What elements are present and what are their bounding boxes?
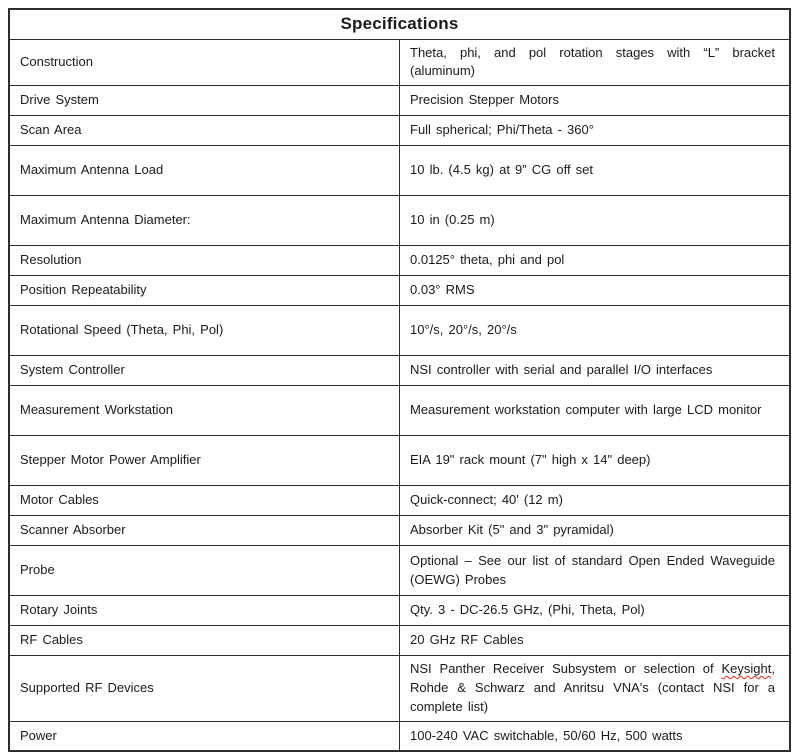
spec-label: Maximum Antenna Diameter: [9,196,400,246]
spec-row-motor-cables [9,486,790,516]
spec-value-text: , Rohde & Schwarz and Anritsu VNA's (contact NSI for a complete list) [410,661,775,714]
spec-label: Supported RF Devices [9,656,400,722]
spec-value: Precision Stepper Motors [400,86,791,116]
spec-value: Measurement workstation computer with large LCD monitor [400,386,791,436]
spec-value: Absorber Kit (5" and 3" pyramidal) [400,516,791,546]
spec-label: Measurement Workstation [9,386,400,436]
title-row [9,9,790,39]
spec-value: 10 in (0.25 m) [400,196,791,246]
spec-value: 0.0125° theta, phi and pol [400,246,791,276]
spec-label: Rotary Joints [9,596,400,626]
spec-value [400,656,791,722]
spec-value: 20 GHz RF Cables [400,626,791,656]
spec-value: 0.03° RMS [400,276,791,306]
spec-row-position-repeatability [9,276,790,306]
spec-label: Drive System [9,86,400,116]
spec-label: Stepper Motor Power Amplifier [9,436,400,486]
spec-label: Probe [9,546,400,596]
spec-value: 10°/s, 20°/s, 20°/s [400,306,791,356]
spec-row-power [9,721,790,751]
table-title: Specifications [9,9,790,39]
spec-label: RF Cables [9,626,400,656]
spec-value: Theta, phi, and pol rotation stages with “L” bracket (aluminum) [400,39,791,86]
spec-label: System Controller [9,356,400,386]
spec-value: Quick-connect; 40' (12 m) [400,486,791,516]
spec-label: Maximum Antenna Load [9,146,400,196]
spec-value: Optional – See our list of standard Open Ended Waveguide (OEWG) Probes [400,546,791,596]
spec-row-resolution [9,246,790,276]
spec-row-max-antenna-diameter [9,196,790,246]
spec-label: Construction [9,39,400,86]
spec-row-measurement-workstation [9,386,790,436]
spec-value-text: NSI Panther Receiver Subsystem or selection of [410,661,722,677]
spec-value: Qty. 3 - DC-26.5 GHz, (Phi, Theta, Pol) [400,596,791,626]
spec-row-probe [9,546,790,596]
spec-row-rotational-speed [9,306,790,356]
spec-row-rf-cables [9,626,790,656]
spec-row-stepper-motor-power-amplifier [9,436,790,486]
spec-label: Rotational Speed (Theta, Phi, Pol) [9,306,400,356]
spec-row-scan-area [9,116,790,146]
spec-row-supported-rf-devices [9,656,790,722]
spec-label: Resolution [9,246,400,276]
spec-label: Motor Cables [9,486,400,516]
spec-value: NSI controller with serial and parallel I/O interfaces [400,356,791,386]
spec-row-system-controller [9,356,790,386]
spec-row-rotary-joints [9,596,790,626]
spec-value: Full spherical; Phi/Theta - 360° [400,116,791,146]
spellcheck-flagged-word: Keysight [721,661,772,677]
specifications-table [8,8,791,752]
spec-value: EIA 19" rack mount (7" high x 14" deep) [400,436,791,486]
spec-value: 100-240 VAC switchable, 50/60 Hz, 500 watts [400,721,791,751]
spec-value: 10 lb. (4.5 kg) at 9” CG off set [400,146,791,196]
spec-row-construction [9,39,790,86]
spec-label: Scanner Absorber [9,516,400,546]
spec-row-drive-system [9,86,790,116]
spec-label: Position Repeatability [9,276,400,306]
spec-label: Power [9,721,400,751]
spec-label: Scan Area [9,116,400,146]
spec-row-max-antenna-load [9,146,790,196]
spec-row-scanner-absorber [9,516,790,546]
